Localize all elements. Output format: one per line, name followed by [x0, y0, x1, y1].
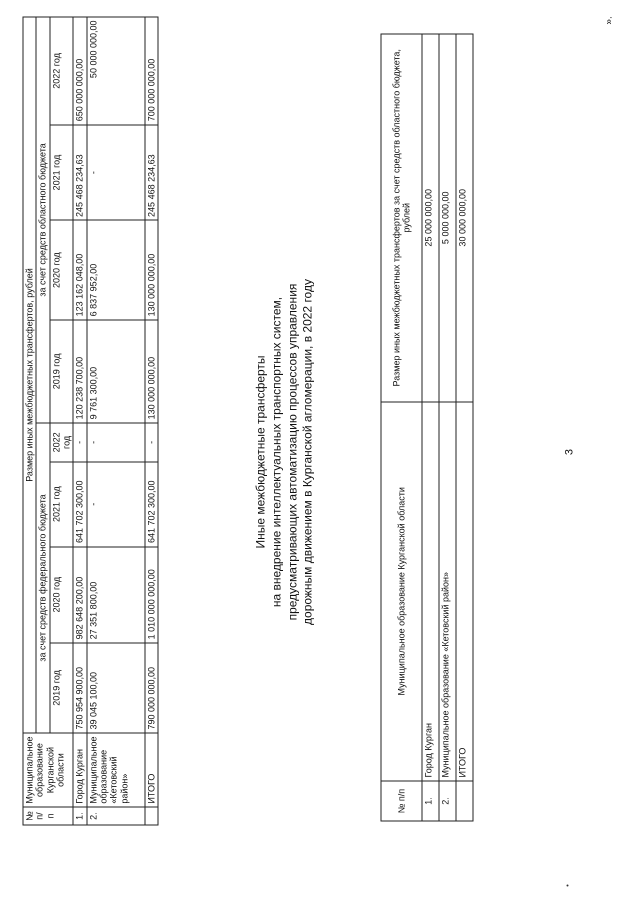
federal-2019: 750 954 900,00: [73, 643, 86, 733]
total-value: 30 000 000,00: [456, 34, 473, 402]
total-federal-2019: 790 000 000,00: [145, 643, 158, 733]
total-federal-2022: -: [145, 423, 158, 462]
regional-2020: 123 162 048,00: [73, 220, 86, 319]
regional-2020: 6 837 952,00: [87, 220, 145, 319]
closing-quote: ».: [603, 16, 615, 25]
federal-2021: 641 702 300,00: [73, 462, 86, 547]
total-regional-2019: 130 000 000,00: [145, 320, 158, 423]
federal-2022: -: [73, 423, 86, 462]
title-line: предусматривающих автоматизацию процессов управления: [285, 283, 300, 621]
col-header-municipality: Муниципальное образование Курганской области: [23, 733, 73, 807]
regional-2019: 9 761 300,00: [87, 320, 145, 423]
table-total-row: [456, 34, 473, 821]
federal-2020: 27 351 800,00: [87, 547, 145, 643]
total-regional-2020: 130 000 000,00: [145, 220, 158, 319]
row-value: 25 000 000,00: [422, 34, 439, 402]
col-header-federal: за счет средств федерального бюджета: [36, 423, 49, 733]
regional-2021: 245 468 234,63: [73, 125, 86, 221]
rotated-content: [1, 0, 640, 905]
federal-2021: -: [87, 462, 145, 547]
col-header-num: № п/п: [381, 781, 422, 821]
row-name: Город Курган: [73, 733, 86, 807]
row-name: Муниципальное образование «Кетовский район»: [87, 733, 145, 807]
col-header-regional: за счет средств областного бюджета: [36, 17, 49, 423]
regional-2019: 120 238 700,00: [73, 320, 86, 423]
row-num: 1.: [73, 807, 86, 825]
section-title: [254, 0, 317, 905]
federal-2019: 39 045 100,00: [87, 643, 145, 733]
row-num: 2.: [439, 781, 456, 821]
year-header: 2021 год: [50, 462, 74, 547]
col-header-municipality: Муниципальное образование Курганской области: [381, 402, 422, 782]
table-row: [73, 17, 86, 825]
table-row: [422, 34, 439, 821]
total-federal-2021: 641 702 300,00: [145, 462, 158, 547]
empty-cell: [456, 781, 473, 821]
empty-cell: [145, 807, 158, 825]
total-label: ИТОГО: [456, 402, 473, 782]
regional-2022: 50 000 000,00: [87, 17, 145, 125]
year-header: 2021 год: [50, 125, 74, 221]
year-header: 2020 год: [50, 220, 74, 319]
title-line: на внедрение интеллектуальных транспортных систем,: [269, 296, 284, 608]
total-federal-2020: 1 010 000 000,00: [145, 547, 158, 643]
regional-2021: -: [87, 125, 145, 221]
col-header-size: Размер иных межбюджетных трансфертов, рублей: [23, 17, 36, 733]
row-value: 5 000 000,00: [439, 34, 456, 402]
regional-2022: 650 000 000,00: [73, 17, 86, 125]
year-header: 2022 год: [50, 17, 74, 125]
row-name: Муниципальное образование «Кетовский район»: [439, 402, 456, 782]
transfers-table-2022: [381, 34, 474, 822]
col-header-size: Размер иных межбюджетных трансфертов за счет средств областного бюджета, рублей: [381, 34, 422, 402]
row-num: 1.: [422, 781, 439, 821]
federal-2020: 982 648 200,00: [73, 547, 86, 643]
scan-speck: [567, 885, 569, 887]
year-header: 2022 год: [50, 423, 74, 462]
page-number: 3: [563, 448, 576, 456]
table-total-row: [145, 17, 158, 825]
table-row: [87, 17, 145, 825]
year-header: 2020 год: [50, 547, 74, 643]
year-header: 2019 год: [50, 320, 74, 423]
year-header: 2019 год: [50, 643, 74, 733]
title-line: дорожным движением в Курганской агломерации, в 2022 году: [300, 279, 315, 625]
federal-2022: -: [87, 423, 145, 462]
row-num: 2.: [87, 807, 145, 825]
row-name: Город Курган: [422, 402, 439, 782]
total-regional-2021: 245 468 234,63: [145, 125, 158, 221]
total-label: ИТОГО: [145, 733, 158, 807]
table-row: [439, 34, 456, 821]
transfers-table-2019-2022: [23, 17, 159, 826]
col-header-num: № п/п: [23, 807, 73, 825]
title-line: Иные межбюджетные трансферты: [253, 355, 268, 549]
total-regional-2022: 700 000 000,00: [145, 17, 158, 125]
